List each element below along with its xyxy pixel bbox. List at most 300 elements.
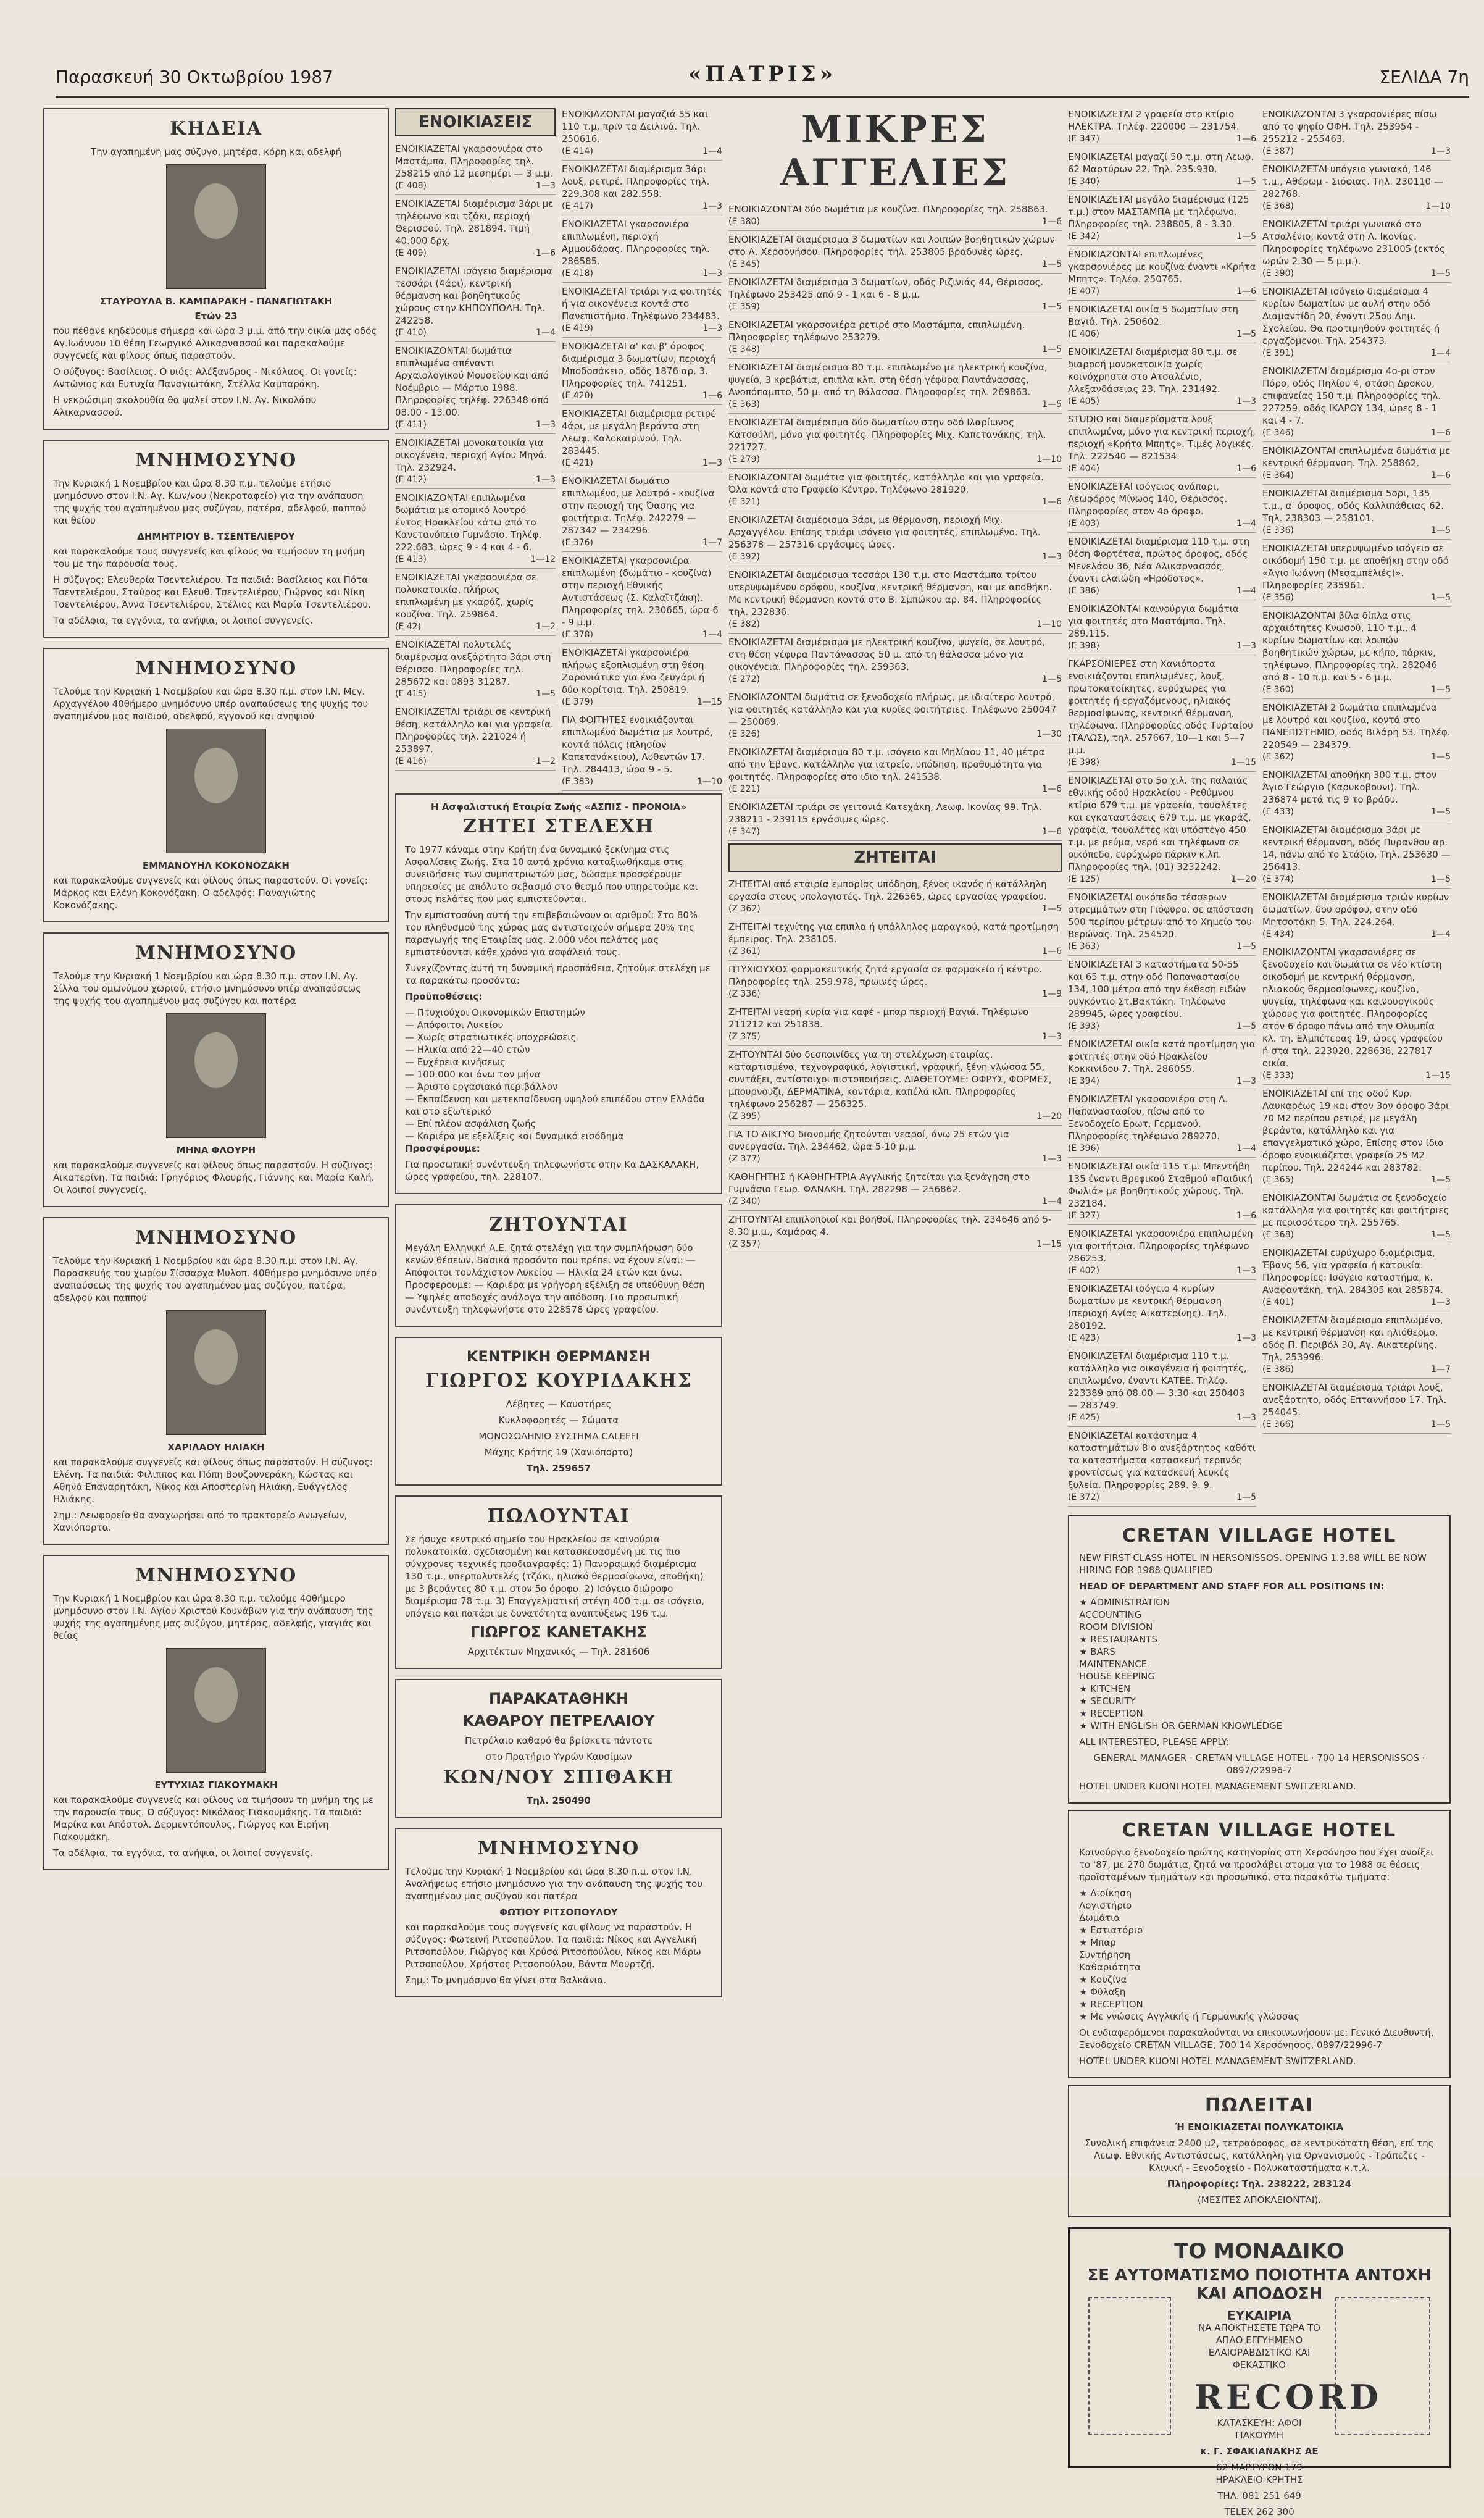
ad-run: 1—5 — [1042, 904, 1062, 914]
ad-run: 1—6 — [1236, 464, 1256, 474]
ad-code: (Ε 408) — [395, 181, 427, 191]
classified-ad — [562, 285, 722, 338]
tree-illustration-icon — [1335, 2297, 1430, 2435]
classified-ad — [395, 143, 556, 195]
deceased-name: ΣΤΑΥΡΟΥΛΑ Β. ΚΑΜΠΑΡΑΚΗ - ΠΑΝΑΓΙΩΤΑΚΗ — [99, 296, 333, 307]
ad-run: 1—15 — [1231, 758, 1256, 768]
list-item: ★ RESTAURANTS — [1079, 1634, 1157, 1645]
memorial-end: Τα αδέλφια, τα εγγόνια, τα ανήψια, οι λοιποί συγγενείς. — [53, 615, 314, 626]
ad-text: ΕΝΟΙΚΙΑΖΕΤΑΙ δωμάτιο επιπλωμένο, με λουτρό - κουζίνα στην περιοχή της Όασης για φοιτήτρια. Τηλέφ. 242279 — 287342 — 234296. — [562, 475, 715, 536]
wanted-body: Μεγάλη Ελληνική Α.Ε. ζητά στελέχη για την συμπλήρωση δύο κενών θέσεων. Βασικά προσόντα που πρέπει να έχουν είναι: — Απόφοιτοι τουλάχιστον Λυκείου — Ηλικία 24 ετών και άνω. Προσφερουμε: — Καριέρα με γρήγορη εξέλιξη σε υπεύθυνη θέση — Υψηλές αποδοχές ανάλογα την απόδοση. Για προσωπική συνέντευξη τηλεφωνήστε στο 228578 ώρες γραφείου. — [405, 1242, 705, 1315]
ad-text: ΕΝΟΙΚΙΑΖΟΝΤΑΙ δωμάτια επιπλωμένα απέναντι Αρχαιολογικού Μουσείου και από Νοέμβριο — Μάρτιο 1988. Πληροφορίες τηλέφ. 226348 από 08.00 - 13.00. — [395, 345, 549, 418]
classified-ad — [728, 233, 1062, 274]
ad-code: (Ε 333) — [1262, 1071, 1294, 1081]
heating-name: ΓΙΩΡΓΟΣ ΚΟΥΡΙΔΑΚΗΣ — [425, 1370, 693, 1392]
memorial-title: ΜΝΗΜΟΣΥΝΟ — [135, 1565, 298, 1586]
list-item: ACCOUNTING — [1079, 1609, 1142, 1620]
ad-code: (Ε 362) — [1262, 752, 1294, 762]
memorial-invite: και παρακαλούμε τους συγγενείς και φίλους να τιμήσουν τη μνήμη του με την παρουσία τους. — [53, 546, 365, 569]
classified-ad — [728, 801, 1062, 841]
classified-ad — [1068, 346, 1256, 411]
ad-run: 1—6 — [1042, 497, 1062, 507]
list-item: ROOM DIVISION — [1079, 1621, 1153, 1633]
ad-run: 1—5 — [536, 689, 556, 699]
classified-ad — [728, 691, 1062, 743]
ad-code: (Ε 42) — [395, 622, 422, 632]
classified-ad — [728, 203, 1062, 231]
classified-ad — [395, 265, 556, 342]
ad-text: ΖΗΤΕΙΤΑΙ από εταιρία εμπορίας υπόδηση, ξένος ικανός ή κατάλληλη εργασία στους υπολογιστές. Τηλ. 226565, ώρες εργασίας γραφείου. — [728, 879, 1047, 902]
ad-code: (Ε 382) — [728, 619, 760, 629]
heating-line-1: Λέβητες — Καυστήρες — [506, 1399, 612, 1410]
funeral-body: που πέθανε κηδεύουμε σήμερα και ώρα 3 μ.μ. από την οικία μας οδός Αγ.Ιωάννου 10 θέση Γεωργικό Αλικαρνασσού και παρακαλούμε συγγενείς και φίλους όπως παραστούν. — [53, 325, 377, 361]
aspis-heading: Η Ασφαλιστική Εταιρία Ζωής «ΑΣΠΙΣ - ΠΡΟΝΟΙΑ» — [431, 801, 686, 813]
ad-text: ΕΝΟΙΚΙΑΖΕΤΑΙ γκαρσονιέρα πλήρως εξοπλισμένη στη θέση Ζαρονιάτικο για ένα ζευγάρι ή δύο κορίτσια. Τηλ. 250819. — [562, 647, 705, 695]
classified-ad — [728, 746, 1062, 798]
aspis-paragraph-1: Το 1977 κάναμε στην Κρήτη ένα δυναμικό ξεκίνημα στις Ασφαλίσεις Ζωής. Στα 10 αυτά χρόνια καταξιωθήκαμε στις συνειδήσεις των συμπατριωτών μας, δώσαμε προσφέρουμε υπηρεσίες με απόλυτο σεβασμό στο θεσμό που υπηρετούμε και στους πελάτες που μας εμπιστεύονται. — [405, 844, 698, 905]
fuel-title: ΠΑΡΑΚΑΤΑΘΗΚΗ — [488, 1690, 629, 1707]
ad-code: (Ε 378) — [562, 630, 593, 640]
ad-code: (Ε 327) — [1068, 1211, 1099, 1221]
ad-text: ΕΝΟΙΚΙΑΖΕΤΑΙ γκαρσονιέρα επιπλωμένη, περιοχή Αμμουδάρας. Πληροφορίες τηλ. 286585. — [562, 219, 710, 267]
fuel-name: ΚΩΝ/ΝΟΥ ΣΠΙΘΑΚΗ — [443, 1767, 674, 1788]
fuel-line-1: Πετρέλαιο καθαρό θα βρίσκετε πάντοτε — [464, 1735, 653, 1746]
classifieds-title: ΜΙΚΡΕΣ ΑΓΓΕΛΙΕΣ — [780, 108, 1011, 194]
memorial-note: Σημ.: Λεωφορείο θα αναχωρήσει από το πρακτορείο Ανωγείων, Χανιόπορτα. — [53, 1510, 348, 1533]
list-item: — Ευχέρεια κινήσεως — [405, 1056, 506, 1068]
ad-run: 1—5 — [1042, 259, 1062, 269]
ad-run: 1—20 — [1036, 1111, 1062, 1121]
portrait-photo — [166, 164, 266, 289]
ad-text: ΕΝΟΙΚΙΑΖΕΤΑΙ ισόγειο διαμέρισμα τεσσάρι (4άρι), κεντρική θέρμανση και βοηθητικούς χώρους στην ΚΗΠΟΥΠΟΛΗ. Τηλ. 242258. — [395, 266, 552, 326]
rental-ads-d — [1262, 108, 1451, 1509]
classified-ad — [1262, 1381, 1451, 1434]
record-telex: TELEX 262 300 — [1224, 2506, 1294, 2517]
ad-text: ΕΝΟΙΚΙΑΖΕΤΑΙ υπόγειο γωνιακό, 146 τ.μ., Αθέρωμ - Σιόφιας. Τηλ. 230110 — 282768. — [1262, 164, 1443, 199]
classified-ad — [728, 514, 1062, 566]
classified-ad — [1068, 151, 1256, 191]
wanted-ads — [728, 878, 1062, 1253]
ad-text: ΕΝΟΙΚΙΑΖΟΝΤΑΙ δύο δωμάτια με κουζίνα. Πληροφορίες τηλ. 258863. — [728, 204, 1048, 215]
ad-code: (Ε 391) — [1262, 348, 1294, 358]
list-item: — Επί πλέον ασφάλιση ζωής — [405, 1118, 536, 1129]
ad-code: (Ε 423) — [1068, 1333, 1099, 1343]
ad-code: (Ε 326) — [728, 729, 760, 739]
classified-ad — [1262, 769, 1451, 821]
aspis-title: ΖΗΤΕΙ ΣΤΕΛΕΧΗ — [462, 816, 655, 837]
column-rentals-and-ads — [395, 108, 722, 2146]
classified-ad — [1262, 1087, 1451, 1189]
ad-text: ΕΝΟΙΚΙΑΖΟΝΤΑΙ δωμάτια για φοιτητές, κατάλληλο και για γραφεία. Όλα κοντά στο Γραφείο Κέντρο. Τηλέφωνο 281920. — [728, 472, 1044, 495]
record-shop: κ. Γ. ΣΦΑΚΙΑΝΑΚΗΣ ΑΕ — [1200, 2446, 1319, 2457]
classified-ad — [1068, 774, 1256, 889]
ad-run: 1—4 — [536, 328, 556, 338]
classified-ad — [1262, 542, 1451, 607]
rental-ads-c — [1068, 108, 1256, 1509]
ad-run: 1—10 — [697, 777, 722, 787]
for-sale-ad — [395, 1495, 722, 1669]
ad-run: 1—5 — [1431, 269, 1451, 278]
ad-text: ΕΝΟΙΚΙΑΖΕΤΑΙ γκαρσονιέρα στη Λ. Παπαναστασίου, πίσω από το Ξενοδοχείο Ερωτ. Γερμανού. Πληροφορίες τηλέφωνο 289270. — [1068, 1094, 1228, 1142]
ad-run: 1—3 — [1042, 1154, 1062, 1164]
ad-text: ΕΝΟΙΚΙΑΖΕΤΑΙ α' και β' όροφος διαμέρισμα 3 δωματίων, περιοχή Μποδοσάκειο, οδός 1876 αρ. 3. Πληροφορίες τηλ. 741251. — [562, 341, 716, 389]
ad-code: (Ε 425) — [1068, 1413, 1099, 1423]
ad-run: 1—4 — [1236, 586, 1256, 596]
ad-run: 1—5 — [1236, 942, 1256, 952]
memorial-name: ΕΥΤΥΧΙΑΣ ΓΙΑΚΟΥΜΑΚΗ — [154, 1780, 278, 1791]
classified-ad — [562, 475, 722, 552]
ad-text: ΕΝΟΙΚΙΑΖΕΤΑΙ διαμέρισμα τριάρι λουξ, ανεξάρτητο, οδός Επταννήσου 17. Τηλ. 254045. — [1262, 1382, 1447, 1418]
ad-code: (Ε 407) — [1068, 287, 1099, 296]
ad-text: ΕΝΟΙΚΙΑΖΕΤΑΙ υπερυψωμένο ισόγειο σε οικόδομή 150 τ.μ. με αποθήκη στην οδό «Άγιο Ιωάννη (Μεσαμπελιές)». Πληροφορίες 235961. — [1262, 543, 1449, 591]
classified-ad — [1068, 1282, 1256, 1347]
ad-code: (Ε 387) — [1262, 146, 1294, 156]
ad-code: (Ε 272) — [728, 674, 760, 684]
memorial-end: Τα αδέλφια, τα εγγόνια, τα ανήψια, οι λοιποί συγγενείς. — [53, 1847, 314, 1859]
ad-code: (Ε 415) — [395, 689, 427, 699]
ad-run: 1—9 — [1042, 989, 1062, 999]
classified-ad — [1262, 365, 1451, 442]
hotel-positions — [1079, 1887, 1440, 2010]
ad-code: (Ζ 336) — [728, 989, 761, 999]
ad-code: (Ε 363) — [1068, 942, 1099, 952]
ad-run: 1—5 — [1431, 1420, 1451, 1429]
ad-code: (Ε 363) — [728, 399, 760, 409]
ad-run: 1—5 — [1236, 1021, 1256, 1031]
ad-text: ΕΝΟΙΚΙΑΖΕΤΑΙ διαμέρισμα με ηλεκτρική κουζίνα, ψυγείο, σε λουτρό, στη θέση γέφυρα Παντάνασσας 50 μ. από τη θάλασσα μόνο για οικογένεια. Πληροφορίες τηλ. 259363. — [728, 637, 1046, 672]
ad-code: (Ζ 361) — [728, 947, 761, 956]
ad-text: ΕΝΟΙΚΙΑΖΕΤΑΙ τριάρι γωνιακό στο Ατσαλένιο, κοντά στη Λ. Ικονίας. Πληροφορίες τηλέφωνο 231005 (εκτός ωρών 2.30 — 5 μ.μ.). — [1262, 219, 1445, 267]
ad-text: ΕΝΟΙΚΙΑΖΕΤΑΙ διαμέρισμα 3 δωματίων και λοιπών βοηθητικών χώρων στο Λ. Χερσονήσου. Πληροφορίες τηλ. 253805 βραδυνές ώρες. — [728, 234, 1055, 257]
ad-run: 1—3 — [702, 324, 722, 333]
cretan-hotel-ad-greek — [1068, 1810, 1451, 2078]
ad-run: 1—5 — [1042, 399, 1062, 409]
building-sale-body: Συνολική επιφάνεια 2400 μ2, τετραόροφος, σε κεντρικότατη θέση, επί της Λεωφ. Εθνικής Αντιστάσεως, κατάλληλη για Οργανισμούς - Τράπεζες - Κλινική - Ξενοδοχείο - Πολυκαταστήματα κ.τ.λ. — [1085, 2138, 1434, 2173]
classified-ad — [728, 878, 1062, 918]
ad-run: 1—5 — [1431, 874, 1451, 884]
memorial-relatives: και παρακαλούμε συγγενείς και φίλους όπως παραστούν. Οι γονείς: Μάρκος και Ελένη Κοκονόζακη. Ο αδελφός: Παναγιώτης Κοκονόζακης. — [53, 875, 368, 911]
classified-ad — [1068, 1160, 1256, 1225]
memorial-notice-4 — [43, 1217, 389, 1545]
classified-ad — [728, 416, 1062, 469]
ad-code: (Ε 360) — [1262, 685, 1294, 695]
memorial-relatives: Η σύζυγος: Ελευθερία Τσεντελιέρου. Τα παιδιά: Βασίλειος και Πότα Τσεντελιέρου, Σταύρος και Ελευθ. Τσεντελιέρου, Γιώργος και Νίκη Τσεντελιέρου, Άννα Τσεντελιέρου, Στέλιος και Μαρία Τσεντελιέρου. — [53, 574, 371, 610]
heating-phone: Τηλ. 259657 — [527, 1463, 591, 1474]
ad-code: (Ε 417) — [562, 201, 593, 211]
ad-text: ΕΝΟΙΚΙΑΖΕΤΑΙ πολυτελές διαμέρισμα ανεξάρτητο 3άρι στη Θέρισσο. Πληροφορίες τηλ. 285672 και 0893 31287. — [395, 639, 551, 687]
classified-ad — [1262, 445, 1451, 485]
record-headline: ΤΟ ΜΟΝΑΔΙΚΟ — [1174, 2239, 1344, 2264]
classified-ad — [1068, 248, 1256, 301]
classified-ad — [395, 571, 556, 636]
classified-ad — [728, 1171, 1062, 1211]
list-item: ★ Μπαρ — [1079, 1937, 1116, 1948]
list-item: HOUSE KEEPING — [1079, 1671, 1155, 1682]
ad-run: 1—12 — [530, 554, 556, 564]
classified-ad — [1068, 193, 1256, 246]
ad-text: ΠΤΥΧΙΟΥΧΟΣ φαρμακευτικής ζητά εργασία σε φαρμακείο ή κέντρο. Πληροφορίες τηλ. 259.978, πρωινές ώρες. — [728, 964, 1043, 987]
ad-code: (Ε 376) — [562, 538, 593, 548]
ad-code: (Ε 346) — [1262, 428, 1294, 438]
ad-run: 1—5 — [1431, 525, 1451, 535]
ad-code: (Ε 380) — [728, 217, 760, 227]
fuel-subtitle: ΚΑΘΑΡΟΥ ΠΕΤΡΕΛΑΙΟΥ — [462, 1712, 655, 1730]
record-offer-label: ΕΥΚΑΙΡΙΑ — [1227, 2308, 1292, 2323]
memorial-name: ΜΗΝΑ ΦΛΟΥΡΗ — [176, 1145, 256, 1156]
ad-run: 1—5 — [1431, 1230, 1451, 1240]
ad-text: ΕΝΟΙΚΙΑΖΕΤΑΙ γκαρσονιέρα στο Μαστάμπα. Πληροφορίες τηλ. 258215 από 12 μεσημέρι — 3 μ.μ. — [395, 143, 553, 179]
ad-run: 1—7 — [1431, 1365, 1451, 1374]
list-item: — Εκπαίδευση και μετεκπαίδευση υψηλού επιπέδου στην Ελλάδα και στο εξωτερικό — [405, 1094, 705, 1117]
page-header — [56, 59, 1469, 98]
ad-run: 1—5 — [1431, 685, 1451, 695]
ad-code: (Ε 420) — [562, 391, 593, 401]
memorial-relatives: και παρακαλούμε συγγενείς και φίλους όπως παραστούν. Η σύζυγος: Ελένη. Τα παιδιά: Φιλιππος και Πόπη Βουζουνεράκη, Κώστας και Αθηνά Επαναρητάκη, Νίκος και Αποστερίνη Ηλιάκη, Ευάγγελος Ηλιάκης. — [53, 1457, 373, 1505]
ad-code: (Ε 394) — [1068, 1076, 1099, 1086]
classified-ad — [562, 408, 722, 472]
building-sale-footer: (ΜΕΣΙΤΕΣ ΑΠΟΚΛΕΙΟΝΤΑΙ). — [1198, 2194, 1321, 2206]
header-page-number: ΣΕΛΙΔΑ 7η — [1379, 67, 1469, 87]
memorial-relatives: και παρακαλούμε τους συγγενείς και φίλους να παραστούν. Η σύζυγος: Φωτεινή Ριτσοπούλου. Τα παιδιά: Νίκος και Αγγελική Ριτσοπούλου, Γιώργος και Χρύσα Ριτσοπούλου, Νίκος και Μάρω Ριτσοπούλου, Χρήστος Ριτσοπούλου, Βάντα Μουρτζή. — [405, 1922, 701, 1970]
ad-code: (Ε 390) — [1262, 269, 1294, 278]
list-item: ★ SECURITY — [1079, 1696, 1136, 1707]
ad-run: 1—6 — [1431, 471, 1451, 480]
ad-text: ΕΝΟΙΚΙΑΖΕΤΑΙ 2 γραφεία στο κτίριο ΗΛΕΚΤΡΑ. Τηλέφ. 220000 — 231754. — [1068, 109, 1240, 132]
hotel-positions — [1079, 1596, 1440, 1720]
aspis-paragraph-3: Συνεχίζοντας αυτή τη δυναμική προσπάθεια, ζητούμε στελέχη με τα παρακάτω προσόντα: — [405, 963, 711, 986]
classified-ad — [1068, 535, 1256, 600]
rental-ads-b — [562, 108, 722, 793]
ad-code: (Ε 345) — [728, 259, 760, 269]
ad-run: 1—4 — [1042, 1197, 1062, 1207]
ad-text: ΕΝΟΙΚΙΑΖΕΤΑΙ διαμέρισμα 4ο-ρι στον Πόρο, οδός Πηλίου 4, στάση Δροκου, επιφανείας 150 τ.μ. Πληροφορίες τηλ. 227259, οδός ΙΚΑΡΟΥ 134, ώρες 8 - 1 και 4 - 7. — [1262, 366, 1441, 426]
rentals-banner: ΕΝΟΙΚΙΑΣΕΙΣ — [395, 108, 556, 136]
ad-text: ΕΝΟΙΚΙΑΖΕΤΑΙ οικία 5 δωματίων στη Βαγιά. Τηλ. 250602. — [1068, 304, 1238, 327]
ad-code: (Ε 365) — [1262, 1175, 1294, 1185]
ad-run: 1—6 — [702, 391, 722, 401]
ad-text: ΕΝΟΙΚΙΑΖΕΤΑΙ διαμέρισμα 80 τ.μ. ισόγειο και Μηλίαου 11, 40 μέτρα από την Έβανς, κατάλληλο για ιατρείο, υπόδηση, προθυμότητα για φοιτητές. Πληροφορίες στο ιδιο τηλ. 241538. — [728, 747, 1045, 782]
list-item: — Απόφοιτοι Λυκείου — [405, 1019, 504, 1031]
ad-text: ΕΝΟΙΚΙΑΖΕΤΑΙ κατάστημα 4 καταστημάτων 8 ο ανεξάρτητος καθότι τα καταστήματα κατασκευή τερπνός φροντίσεως για κατασκευή λευκές ξυλεία. Πληροφορίες 289. 9. 9. — [1068, 1430, 1256, 1491]
ad-text: ΕΝΟΙΚΙΑΖΟΝΤΑΙ καινούργια δωμάτια για φοιτητές στο Μαστάμπα. Τηλ. 289.115. — [1068, 603, 1239, 639]
ad-code: (Ζ 340) — [728, 1197, 761, 1207]
hotel-title: CRETAN VILLAGE HOTEL — [1122, 1820, 1397, 1841]
classified-ad — [1068, 958, 1256, 1035]
ad-text: ΕΝΟΙΚΙΑΖΕΤΑΙ διαμέρισμα 3άρι λουξ, ρετιρέ. Πληροφορίες τηλ. 229.308 και 282.558. — [562, 164, 710, 199]
hotel-languages: ★ WITH ENGLISH OR GERMAN KNOWLEDGE — [1079, 1720, 1283, 1731]
ad-text: ΕΝΟΙΚΙΑΖΟΝΤΑΙ 3 γκαρσονιέρες πίσω από το ψηφίο ΟΦΗ. Τηλ. 253954 - 255212 - 255463. — [1262, 109, 1437, 144]
classified-ad — [1068, 303, 1256, 343]
hotel-line-1: NEW FIRST CLASS HOTEL IN HERSONISSOS. OPENING 1.3.88 WILL BE NOW HIRING FOR 1988 QUALIFIED — [1079, 1552, 1427, 1576]
ad-run: 1—5 — [1431, 593, 1451, 603]
ad-run: 1—3 — [1236, 1333, 1256, 1343]
ad-code: (Ε 347) — [1068, 134, 1099, 144]
classified-ad — [562, 108, 722, 161]
hotel-line-1: Καινούργιο ξενοδοχείο πρώτης κατηγορίας στη Χερσόνησο που έχει ανοίξει το '87, με 270 δωμάτια, ζητά να προσλάβει ατομα για το 1988 σε θέσεις προϊσταμένων τμημάτων και προσωπικό, στα παρακάτω τμήματα: — [1079, 1847, 1434, 1883]
ad-code: (Ε 356) — [1262, 593, 1294, 603]
list-item: Καθαριότητα — [1079, 1962, 1141, 1973]
memorial-body: Την Κυριακή 1 Νοεμβρίου και ώρα 8.30 π.μ. τελούμε 40θήμερο μνημόσυνο στον Ι.Ν. Αγίου Χριστού Κουνάβων για την ανάπαυση της ψυχής της αγαπημένης μας συζύγου, μητέρας, αδελφής, γιαγιάς και θείας — [53, 1593, 373, 1641]
ad-run: 1—3 — [536, 420, 556, 430]
ad-code: (Ζ 395) — [728, 1111, 761, 1121]
portrait-photo — [166, 1310, 266, 1435]
ad-text: ΕΝΟΙΚΙΑΖΕΤΑΙ διαμέρισμα 3άρι, με θέρμανση, περιοχή Μιχ. Αρχαγγέλου. Επίσης τριάρι ισόγειο για φοιτητές, επιπλωμένο. Τηλ. 256378 — 257316 εργάσιμες ώρες. — [728, 514, 1041, 550]
classified-ad — [562, 646, 722, 711]
ad-text: ΖΗΤΕΙΤΑΙ νεαρή κυρία για καφέ - μπαρ περιοχή Βαγιά. Τηλέφωνο 211212 και 251838. — [728, 1006, 1029, 1030]
hotel-contact: Οι ενδιαφερόμενοι παρακαλούνται να επικοινωνήσουν με: Γενικό Διευθυντή, Ξενοδοχείο CRETAN VILLAGE, 700 14 Χερσόνησος, 0897/22996-7 — [1079, 2027, 1434, 2051]
fuel-ad — [395, 1679, 722, 1818]
ad-run: 1—6 — [1236, 287, 1256, 296]
classified-ad — [728, 319, 1062, 359]
ad-text: ΕΝΟΙΚΙΑΖΕΤΑΙ διαμέρισμα 3άρι με κεντρική θέρμανση, οδός Πυρανθου αρ. 14, πάνω από το Στάδιο. Τηλ. 253630 — 256413. — [1262, 824, 1451, 872]
ad-run: 1—3 — [536, 181, 556, 191]
list-item: — Χωρίς στρατιωτικές υποχρεώσεις — [405, 1032, 577, 1043]
classified-ad — [1068, 480, 1256, 533]
list-item: — Καριέρα με εξελίξεις και δυναμικό εισόδημα — [405, 1131, 624, 1142]
ad-run: 1—20 — [1231, 874, 1256, 884]
ad-text: ΓΚΑΡΣΟΝΙΕΡΕΣ στη Χανιόπορτα ενοικιάζονται επιπλωμένες, λουξ, πρωτοκατοίκητες, ευρύχωρες για φοιτητές ή εργαζόμενους, ηλιακός θερμοσίφωνας, κεντρική θέρμανση, τηλέφωνα. Πληροφορίες οδός Τυρταίου (ΤΑΛΩΣ), τηλ. 257667, 10—1 και 5—7 μ.μ. — [1068, 658, 1253, 756]
building-sale-subtitle: Ή ΕΝΟΙΚΙΑΖΕΤΑΙ ΠΟΛΥΚΑΤΟΙΚΙΑ — [1175, 2122, 1344, 2133]
ad-code: (Ε 421) — [562, 458, 593, 468]
memorial-body: Τελούμε την Κυριακή 1 Νοεμβρίου και ώρα 8.30 π.μ. στον Ι.Ν. Αγ. Παρασκευής του χωρίου Σίσσαρχα Μυλοπ. 40θήμερο μνημόσυνο υπέρ αναπαύσεως της ψυχής του αγαπημένου μας συζύγου, πατέρα, αδελφού και παππού — [53, 1255, 377, 1303]
ad-text: ΕΝΟΙΚΙΑΖΕΤΑΙ γκαρσονιέρα σε πολυκατοικία, πλήρως επιπλωμένη με γκαράζ, χωρίς κουζίνα. Τηλ. 259864. — [395, 572, 536, 620]
memorial-body: Την Κυριακή 1 Νοεμβρίου και ώρα 8.30 π.μ. τελούμε ετήσιο μνημόσυνο στον Ι.Ν. Αγ. Κων/νου (Νεκροταφείο) για την ανάπαυση της ψυχής του αγαπημένου μας συζύγου, πατέρα, αδελφού, παππού και θείου — [53, 478, 367, 526]
deceased-age: Ετών 23 — [194, 311, 238, 322]
aspis-offer-label: Προσφέρουμε: — [405, 1143, 480, 1154]
ad-run: 1—3 — [1431, 146, 1451, 156]
memorial-body: Τελούμε την Κυριακή 1 Νοεμβρίου και ώρα 8.30 π.μ. στον Ι.Ν. Αναλήψεως ετήσιο μνημόσυνο για την ανάπαυση της ψυχής του αγαπημένου μας συζύγου και πατέρα — [405, 1866, 703, 1902]
ad-code: (Ζ 357) — [728, 1239, 761, 1249]
fuel-phone: Τηλ. 250490 — [527, 1795, 591, 1806]
ad-run: 1—10 — [1036, 619, 1062, 629]
ad-text: ΖΗΤΟΥΝΤΑΙ δύο δεσποινίδες για τη στελέχωση εταιρίας, καταρτισμένα, τεχνογραφικό, λογιστική, γραφική, ξένη γλώσσα 55, συντάξει, αντίστοιχοι πιστοποιήσεις. ΔΙΑΘΕΤΟΥΜΕ: ΟΦΡΥΣ, ΦΟΡΜΕΣ, μπουρνουζι, ΔΕΡΜΑΤΙΝΑ, κοντάρια, καπέλα κλπ. Πληροφορίες τηλέφωνο 256287 — 256325. — [728, 1049, 1052, 1110]
cretan-hotel-ad-english — [1068, 1515, 1451, 1804]
classified-ad — [1068, 1350, 1256, 1427]
classified-ad — [728, 569, 1062, 634]
header-title: «ΠΑΤΡΙΣ» — [688, 62, 836, 86]
classified-ad — [562, 714, 722, 791]
hotel-address: GENERAL MANAGER · CRETAN VILLAGE HOTEL · 700 14 HERSONISSOS · 0897/22996-7 — [1093, 1752, 1425, 1776]
classified-ad — [728, 471, 1062, 511]
ad-code: (Ζ 377) — [728, 1154, 761, 1164]
ad-code: (Ε 374) — [1262, 874, 1294, 884]
ad-code: (Ε 402) — [1068, 1266, 1099, 1276]
record-maker: ΚΑΤΑΣΚΕΥΗ: ΑΦΟΙ ΓΙΑΚΟΥΜΗ — [1217, 2417, 1302, 2441]
ad-run: 1—5 — [1431, 752, 1451, 762]
ad-code: (Ε 413) — [395, 554, 427, 564]
ad-text: ΖΗΤΟΥΝΤΑΙ επιπλοποιοί και βοηθοί. Πληροφορίες τηλ. 234646 από 5-8.30 μ.μ., Καμάρας 4. — [728, 1214, 1052, 1237]
ad-text: ΕΝΟΙΚΙΑΖΕΤΑΙ 2 δωμάτια επιπλωμένα με λουτρό και κουζίνα, κοντά στο ΠΑΝΕΠΙΣΤΗΜΙΟ, οδός Βιλάρη 53. Τηλέφ. 220549 — 234379. — [1262, 702, 1451, 750]
list-item: ★ Εστιατόριο — [1079, 1925, 1143, 1936]
classified-ad — [395, 198, 556, 262]
ad-run: 1—5 — [1431, 1175, 1451, 1185]
ad-text: ΚΑΘΗΓΗΤΗΣ ή ΚΑΘΗΓΗΤΡΙΑ Αγγλικής ζητείται για ξενάγηση στο Γυμνάσιο Γεωρ. ΦΑΝΑΚΗ. Τηλ. 282298 — 256862. — [728, 1171, 1030, 1195]
heating-address: Μάχης Κρήτης 19 (Χανιόπορτα) — [484, 1447, 633, 1458]
classified-ad — [562, 340, 722, 405]
classified-ad — [728, 1128, 1062, 1168]
ad-run: 1—6 — [1431, 428, 1451, 438]
ad-code: (Ε 379) — [562, 697, 593, 707]
memorial-notice-3 — [43, 932, 389, 1207]
memorial-title: ΜΝΗΜΟΣΥΝΟ — [477, 1838, 640, 1859]
ad-code: (Ε 372) — [1068, 1492, 1099, 1502]
memorial-body: Τελούμε την Κυριακή 1 Νοεμβρίου και ώρα 8.30 π.μ. στον Ι.Ν. Μεγ. Αρχαγγέλου 40θήμερο μνημόσυνο υπέρ αναπαύσεως της ψυχής του αγαπημένου μας παιδιού, αδελφού, εγγονού και ανηψιού — [53, 686, 369, 722]
ad-run: 1—5 — [1042, 345, 1062, 354]
header-date: Παρασκευή 30 Οκτωβρίου 1987 — [56, 67, 333, 87]
classified-ad — [1262, 108, 1451, 161]
ad-code: (Ζ 362) — [728, 904, 761, 914]
list-item: — Ηλικία από 22—40 ετών — [405, 1044, 530, 1055]
ad-text: ΕΝΟΙΚΙΑΖΕΤΑΙ αποθήκη 300 τ.μ. στον Άγιο Γεώργιο (Καρυκοβουνι). Τηλ. 236874 μετά τις 9 το βράδυ. — [1262, 769, 1437, 805]
aspis-qualifications-label: Προϋποθέσεις: — [405, 991, 483, 1002]
ad-text: ΕΝΟΙΚΙΑΖΕΤΑΙ μαγαζί 50 τ.μ. στη Λεωφ. 62 Μαρτύρων 22. Τηλ. 235.930. — [1068, 151, 1254, 175]
ad-code: (Ε 366) — [1262, 1420, 1294, 1429]
funeral-title: ΚΗΔΕΙΑ — [170, 118, 262, 140]
ad-code: (Ε 392) — [728, 552, 760, 562]
ad-code: (Ε 434) — [1262, 929, 1294, 939]
fuel-line-2: στο Πρατήριο Υγρών Καυσίμων — [485, 1751, 632, 1762]
ad-code: (Ε 386) — [1262, 1365, 1294, 1374]
hotel-footer: HOTEL UNDER KUONI HOTEL MANAGEMENT SWITZERLAND. — [1079, 1781, 1356, 1792]
hotel-languages: ★ Με γνώσεις Αγγλικής ή Γερμανικής γλώσσας — [1079, 2011, 1300, 2022]
sale-body: Σε ήσυχο κεντρικό σημείο του Ηρακλείου σε καινούρια πολυκατοικία, σχεδιασμένη και κατασκευασμένη με τις πιο σύγχρονες τεχνικές προδιαγραφές: 1) Πανοραμικό διαμέρισμα 130 τ.μ., υπερπολυτελές (τζάκι, ηλιακό θερμοσίφωνα, αποθήκη) με 3 βεράντες 80 τ.μ. στον 5ο όροφο. 2) Ισόγειο διώροφο διαμέρισμα 78 τ.μ. 3) Επαγγελματική στέγη 400 τ.μ. σε ισόγειο, υπόγειο και πατάρι με δυνατότητα αναπτύξεως 196 τ.μ. — [405, 1534, 705, 1619]
classified-ad — [1262, 824, 1451, 889]
aspis-ad — [395, 793, 722, 1194]
ad-text: ΕΝΟΙΚΙΑΖΕΤΑΙ διαμέρισμα 5ορι, 135 τ.μ., α' όροφος, οδός Καλλιπάθειας 62. Τηλ. 238303 — 258101. — [1262, 488, 1444, 524]
classified-ad — [728, 1213, 1062, 1253]
ad-text: ΕΝΟΙΚΙΑΖΕΤΑΙ ισόγειο 4 κυρίων δωματίων με κεντρική θέρμανση (περιοχή Αγίας Αικατερίνης). Τηλ. 280192. — [1068, 1283, 1227, 1331]
record-offer-text: ΝΑ ΑΠΟΚΤΗΣΕΤΕ ΤΩΡΑ ΤΟ ΑΠΛΟ ΕΓΓΥΗΜΕΝΟ ΕΛΑΙΟΡΑΒΔΙΣΤΙΚΟ ΚΑΙ ΦΕΚΑΣΤΙΚΟ — [1198, 2322, 1320, 2370]
record-address: 62 ΜΑΡΤΥΡΩΝ 179 ΗΡΑΚΛΕΙΟ ΚΡΗΤΗΣ — [1215, 2462, 1303, 2485]
list-item: — 100.000 και άνω τον μήνα — [405, 1069, 541, 1080]
ad-text: ΕΝΟΙΚΙΑΖΟΝΤΑΙ γκαρσονιέρες σε ξενοδοχείο και δωμάτια σε νέο κτίστη οικοδομή με κεντρική θέρμανση, ηλιακούς θερμοσίφωνες, κουζίνα, ψυγεία, τηλέφωνα και καινουργικούς χώρους για φοιτητές. Πληροφορίες στον 6 όροφο πάνω από την Ολυμπία κλ. τη. Ελμπέτερας 19, ώρες γραφείου ή στα τηλ. 223020, 228636, 227817 οικία. — [1262, 947, 1443, 1069]
ad-run: 1—10 — [1425, 201, 1451, 211]
wanted-title: ΖΗΤΟΥΝΤΑΙ — [489, 1214, 628, 1236]
ad-code: (Ε 418) — [562, 269, 593, 278]
ad-run: 1—3 — [1236, 1413, 1256, 1423]
memorial-relatives: και παρακαλούμε συγγενείς και φίλους όπως παραστούν. Η σύζυγος: Αικατερίνη. Τα παιδιά: Γρηγόριος Φλουρής, Γιάννης και Μαρία Καλή. Οι λοιποί συγγενείς. — [53, 1160, 375, 1195]
ad-text: ΕΝΟΙΚΙΑΖΕΤΑΙ τριάρι σε γειτονιά Κατεχάκη, Λεωφ. Ικονίας 99. Τηλ. 238211 - 239115 εργάσιμες ώρες. — [728, 801, 1042, 825]
ad-text: ΕΝΟΙΚΙΑΖΕΤΑΙ επί της οδού Κυρ. Λαυκαρέως 19 και στον 3ον όροφο 3άρι 70 Μ2 περίπου ρετιρέ, με μεγάλη βεράντα, κατάλληλο και για επαγγελματικό χώρο, Επίσης στον ίδιο όροφο ενοικιάζεται γραφείο 25 Μ2 περίπου. Τηλ. 224244 και 283782. — [1262, 1088, 1449, 1173]
ad-text: ΕΝΟΙΚΙΑΖΕΤΑΙ οικόπεδο τέσσερων στρεμμάτων στη Γιόφυρο, σε απόσταση 500 περίπου μέτρων από το Χημείο του Βερώνας. Τηλ. 254520. — [1068, 892, 1254, 940]
list-item: ★ BARS — [1079, 1646, 1115, 1657]
ad-text: ΕΝΟΙΚΙΑΖΕΤΑΙ μονοκατοικία για οικογένεια, περιοχή Αγίου Μηνά. Τηλ. 232924. — [395, 437, 548, 473]
classified-ad — [1262, 891, 1451, 943]
ad-text: ΕΝΟΙΚΙΑΖΕΤΑΙ 3 καταστήματα 50-55 και 65 τ.μ. στην οδό Παπαναστασίου 134, 100 μέτρα από την έκθεση ειδών ουγκόντιο Στ.Βακτάκη. Τηλέφωνο 289945, ώρες γραφείου. — [1068, 959, 1246, 1019]
classified-ad — [1262, 946, 1451, 1085]
ad-run: 1—4 — [1236, 1144, 1256, 1153]
sale-name: ΓΙΩΡΓΟΣ ΚΑΝΕΤΑΚΗΣ — [470, 1623, 648, 1641]
classified-ad — [1262, 487, 1451, 540]
classified-ad — [1068, 1093, 1256, 1158]
sale-title: ΠΩΛΟΥΝΤΑΙ — [487, 1505, 630, 1527]
ad-code: (Ε 409) — [395, 248, 427, 258]
classified-ad — [728, 1006, 1062, 1046]
classified-ad — [562, 554, 722, 644]
ad-text: ΕΝΟΙΚΙΑΖΕΤΑΙ διαμέρισμα ρετιρέ 4άρι, με μεγάλη βεράντα στη Λεωφ. Καλοκαιρινού. Τηλ. 283445. — [562, 408, 716, 456]
column-rentals-hotels — [1068, 108, 1451, 2517]
wanted-banner: ΖΗΤΕΙΤΑΙ — [728, 843, 1062, 872]
ad-text: ΕΝΟΙΚΙΑΖΕΤΑΙ γκαρσονιέρα επιπλωμένη για φοιτήτρια. Πληροφορίες τηλέφωνο 286253. — [1068, 1228, 1253, 1264]
ad-run: 1—4 — [1431, 929, 1451, 939]
ad-text: ΕΝΟΙΚΙΑΖΕΤΑΙ γκαρσονιέρα ρετιρέ στο Μαστάμπα, επιπλωμένη. Πληροφορίες τηλέφωνο 253279. — [728, 319, 1025, 343]
ad-code: (Ε 412) — [395, 475, 427, 485]
classified-ad — [1262, 163, 1451, 215]
ad-code: (Ε 347) — [728, 827, 760, 837]
classified-ad — [1068, 1429, 1256, 1507]
ad-code: (Ε 419) — [562, 324, 593, 333]
classified-ad — [1068, 658, 1256, 772]
